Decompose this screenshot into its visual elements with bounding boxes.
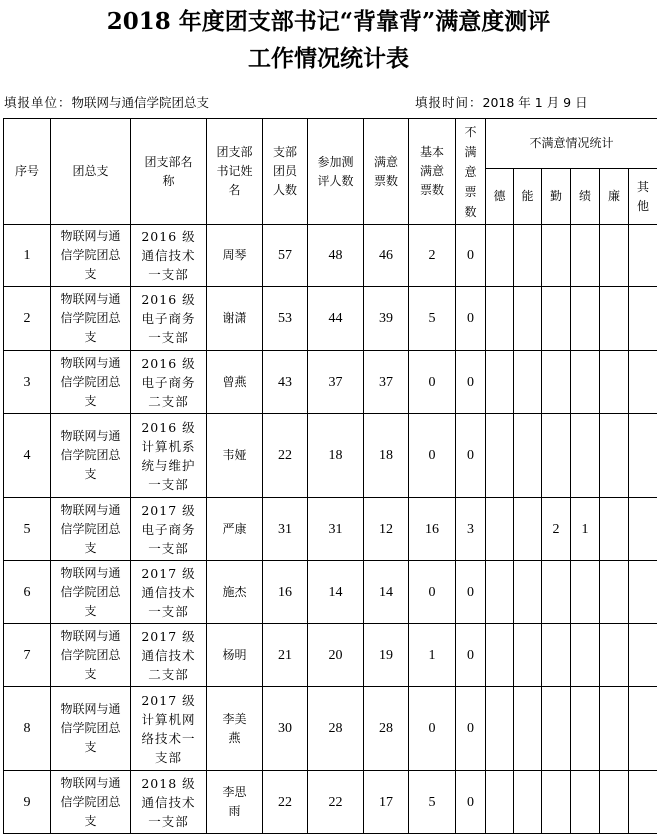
cell-dept: [131, 561, 207, 624]
cell-branch: [51, 624, 131, 687]
cell-participants: 44: [308, 287, 364, 351]
header-basic: [409, 119, 456, 225]
cell-satisfied: 37: [364, 351, 409, 414]
cell-members: 43: [263, 351, 308, 414]
cell-qin: [542, 225, 571, 287]
cell-basic: 2: [409, 225, 456, 287]
header-members-text: 支部团员人数: [272, 145, 297, 197]
cell-neng: [514, 561, 542, 624]
header-unsatisfied: [456, 119, 486, 225]
cell-members: 30: [263, 687, 308, 771]
cell-lian: [600, 225, 629, 287]
cell-branch-text: 物联网与通信学院团总支: [60, 628, 121, 681]
cell-de: [486, 287, 514, 351]
cell-ji: [571, 624, 600, 687]
cell-satisfied: 18: [364, 414, 409, 498]
cell-unsatisfied: 0: [456, 351, 486, 414]
cell-participants: 31: [308, 498, 364, 561]
cell-secretary: [207, 561, 263, 624]
cell-other: [629, 561, 657, 624]
cell-dept: [131, 624, 207, 687]
cell-unsatisfied: 0: [456, 225, 486, 287]
page-title: 2018 年度团支部书记“背靠背”满意度测评: [106, 8, 551, 35]
table-row: [4, 351, 657, 414]
cell-qin: [542, 561, 571, 624]
page-subtitle: 工作情况统计表: [248, 45, 409, 72]
header-sub-other: [629, 169, 657, 225]
cell-unsatisfied: 0: [456, 687, 486, 771]
header-secretary: [207, 119, 263, 225]
cell-basic: 16: [409, 498, 456, 561]
cell-participants: 20: [308, 624, 364, 687]
cell-lian: [600, 771, 629, 834]
cell-dept-text: 2016 级通信技术一支部: [141, 229, 196, 282]
cell-members: 31: [263, 498, 308, 561]
cell-participants: 37: [308, 351, 364, 414]
cell-lian: [600, 351, 629, 414]
cell-unsatisfied: 3: [456, 498, 486, 561]
cell-lian: [600, 624, 629, 687]
cell-participants: 14: [308, 561, 364, 624]
cell-ji: [571, 287, 600, 351]
cell-ji: [571, 561, 600, 624]
cell-dept: [131, 687, 207, 771]
reporting-time-label: 填报时间：: [415, 95, 483, 110]
cell-secretary: [207, 287, 263, 351]
cell-secretary-text: 谢潇: [222, 311, 247, 325]
cell-satisfied: 14: [364, 561, 409, 624]
cell-members: 22: [263, 771, 308, 834]
cell-ji: [571, 687, 600, 771]
cell-neng: [514, 287, 542, 351]
cell-members: 22: [263, 414, 308, 498]
cell-branch-text: 物联网与通信学院团总支: [60, 565, 121, 618]
cell-secretary: [207, 687, 263, 771]
cell-basic: 0: [409, 561, 456, 624]
cell-dept-text: 2016 级电子商务一支部: [141, 292, 196, 345]
cell-other: [629, 287, 657, 351]
cell-branch: [51, 351, 131, 414]
header-satisfied: [364, 119, 409, 225]
cell-secretary: [207, 771, 263, 834]
reporting-unit: [4, 94, 209, 112]
cell-dept-text: 2017 级通信技术一支部: [141, 565, 196, 619]
header-sub-other-text: 其他: [637, 179, 650, 213]
header-sub-ji: 绩: [571, 169, 600, 225]
cell-unsatisfied: 0: [456, 287, 486, 351]
cell-ji: [571, 414, 600, 498]
cell-secretary-text: 施杰: [222, 584, 247, 599]
cell-neng: [514, 225, 542, 287]
reporting-time-value: 2018 年 1 月 9 日: [482, 95, 588, 110]
cell-secretary-text: 杨明: [222, 647, 247, 662]
cell-dept-text: 2017 级计算机网络技术一支部: [141, 692, 196, 765]
cell-dept: [131, 225, 207, 287]
cell-qin: [542, 351, 571, 414]
cell-secretary: [207, 414, 263, 498]
cell-satisfied: 12: [364, 498, 409, 561]
cell-lian: [600, 287, 629, 351]
cell-branch-text: 物联网与通信学院团总支: [60, 292, 121, 344]
header-basic-text: 基本满意票数: [419, 145, 444, 197]
cell-lian: [600, 687, 629, 771]
cell-neng: [514, 771, 542, 834]
cell-basic: 0: [409, 414, 456, 498]
cell-basic: 1: [409, 624, 456, 687]
cell-unsatisfied: 0: [456, 561, 486, 624]
cell-participants: 48: [308, 225, 364, 287]
cell-dept: [131, 498, 207, 561]
table-row: [4, 624, 657, 687]
cell-no: 8: [4, 687, 51, 771]
header-satisfied-text: 满意票数: [374, 154, 399, 188]
cell-secretary-text: 李美燕: [222, 711, 247, 745]
cell-de: [486, 624, 514, 687]
header-dept: [131, 119, 207, 225]
cell-dept-text: 2016 级计算机系统与维护一支部: [141, 419, 196, 492]
cell-members: 53: [263, 287, 308, 351]
cell-dept: [131, 287, 207, 351]
cell-dept: [131, 414, 207, 498]
header-participants: [308, 119, 364, 225]
cell-dept-text: 2017 级电子商务一支部: [141, 502, 196, 556]
cell-branch: [51, 687, 131, 771]
header-participants-text: 参加测评人数: [317, 154, 354, 188]
cell-other: [629, 225, 657, 287]
cell-branch-text: 物联网与通信学院团总支: [60, 429, 121, 481]
cell-de: [486, 561, 514, 624]
cell-other: [629, 687, 657, 771]
header-dept-text: 团支部名称: [144, 154, 193, 188]
cell-ji: [571, 225, 600, 287]
cell-qin: [542, 414, 571, 498]
cell-branch-text: 物联网与通信学院团总支: [60, 702, 121, 754]
cell-neng: [514, 414, 542, 498]
cell-dept: [131, 351, 207, 414]
cell-branch: [51, 414, 131, 498]
cell-lian: [600, 498, 629, 561]
cell-satisfied: 19: [364, 624, 409, 687]
cell-neng: [514, 624, 542, 687]
cell-unsatisfied: 0: [456, 414, 486, 498]
cell-other: [629, 498, 657, 561]
cell-secretary: [207, 351, 263, 414]
cell-secretary-text: 韦娅: [222, 448, 247, 462]
cell-branch: [51, 225, 131, 287]
cell-members: 21: [263, 624, 308, 687]
cell-de: [486, 498, 514, 561]
cell-other: [629, 624, 657, 687]
cell-ji: [571, 351, 600, 414]
cell-branch: [51, 771, 131, 834]
cell-unsatisfied: 0: [456, 624, 486, 687]
table-row: [4, 287, 657, 351]
cell-no: 4: [4, 414, 51, 498]
header-sub-qin: 勤: [542, 169, 571, 225]
header-secretary-text: 团支部书记姓名: [216, 145, 253, 197]
cell-satisfied: 46: [364, 225, 409, 287]
cell-branch-text: 物联网与通信学院团总支: [60, 229, 121, 281]
header-no: 序号: [4, 119, 51, 225]
cell-secretary-text: 曾燕: [222, 374, 247, 389]
cell-ji: [571, 771, 600, 834]
cell-de: [486, 414, 514, 498]
cell-no: 3: [4, 351, 51, 414]
cell-de: [486, 771, 514, 834]
cell-no: 9: [4, 771, 51, 834]
cell-basic: 0: [409, 351, 456, 414]
cell-neng: [514, 498, 542, 561]
cell-no: 6: [4, 561, 51, 624]
cell-neng: [514, 687, 542, 771]
cell-other: [629, 351, 657, 414]
cell-participants: 28: [308, 687, 364, 771]
cell-secretary: [207, 225, 263, 287]
cell-qin: [542, 771, 571, 834]
reporting-unit-label: 填报单位：: [4, 95, 72, 110]
cell-participants: 22: [308, 771, 364, 834]
header-unsatisfied-text: 不满意票数: [464, 124, 477, 219]
table-row: [4, 561, 657, 624]
cell-secretary-text: 严康: [222, 521, 247, 536]
cell-lian: [600, 414, 629, 498]
table-row: [4, 687, 657, 771]
cell-satisfied: 17: [364, 771, 409, 834]
cell-members: 16: [263, 561, 308, 624]
cell-neng: [514, 351, 542, 414]
cell-dept-text: 2017 级通信技术二支部: [141, 628, 196, 682]
cell-other: [629, 771, 657, 834]
cell-secretary-text: 李思雨: [222, 785, 247, 818]
reporting-time: [415, 94, 588, 112]
cell-satisfied: 28: [364, 687, 409, 771]
table-row: [4, 498, 657, 561]
cell-qin: [542, 687, 571, 771]
cell-de: [486, 225, 514, 287]
table-row: [4, 771, 657, 834]
cell-secretary-text: 周琴: [222, 248, 247, 262]
cell-qin: 2: [542, 498, 571, 561]
cell-other: [629, 414, 657, 498]
cell-branch: [51, 498, 131, 561]
cell-lian: [600, 561, 629, 624]
header-sub-de: 德: [486, 169, 514, 225]
cell-unsatisfied: 0: [456, 771, 486, 834]
cell-branch: [51, 561, 131, 624]
cell-dept: [131, 771, 207, 834]
cell-secretary: [207, 624, 263, 687]
cell-members: 57: [263, 225, 308, 287]
cell-dept-text: 2016 级电子商务二支部: [141, 355, 196, 409]
cell-no: 5: [4, 498, 51, 561]
cell-basic: 0: [409, 687, 456, 771]
cell-participants: 18: [308, 414, 364, 498]
cell-de: [486, 351, 514, 414]
cell-satisfied: 39: [364, 287, 409, 351]
header-sub-lian: 廉: [600, 169, 629, 225]
header-sub-neng: 能: [514, 169, 542, 225]
cell-no: 1: [4, 225, 51, 287]
table-row: [4, 225, 657, 287]
cell-branch-text: 物联网与通信学院团总支: [60, 775, 121, 828]
cell-branch: [51, 287, 131, 351]
statistics-table: [3, 118, 657, 834]
cell-no: 7: [4, 624, 51, 687]
header-branch: 团总支: [51, 119, 131, 225]
cell-basic: 5: [409, 771, 456, 834]
cell-secretary: [207, 498, 263, 561]
cell-basic: 5: [409, 287, 456, 351]
table-row: [4, 414, 657, 498]
cell-branch-text: 物联网与通信学院团总支: [60, 355, 121, 408]
cell-qin: [542, 287, 571, 351]
cell-branch-text: 物联网与通信学院团总支: [60, 502, 121, 555]
cell-no: 2: [4, 287, 51, 351]
cell-dept-text: 2018 级通信技术一支部: [141, 775, 196, 829]
cell-qin: [542, 624, 571, 687]
reporting-unit-value: 物联网与通信学院团总支: [71, 95, 210, 110]
header-stats: 不满意情况统计: [486, 119, 657, 169]
header-members: [263, 119, 308, 225]
cell-de: [486, 687, 514, 771]
cell-ji: 1: [571, 498, 600, 561]
